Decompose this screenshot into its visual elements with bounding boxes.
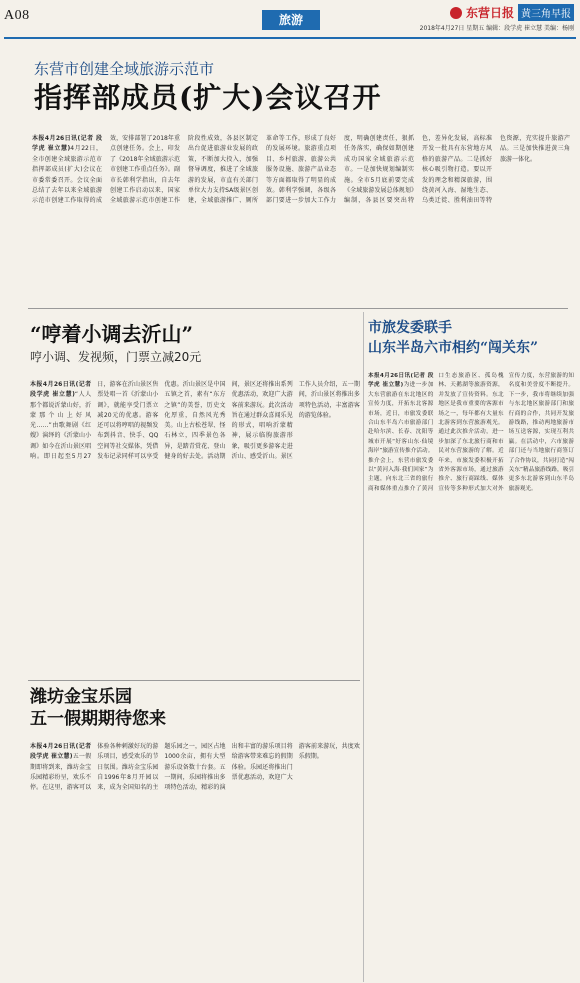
page-number: A08 (4, 8, 30, 23)
article2-body (30, 380, 360, 685)
article3-headline-line1: 市旅发委联手 (368, 320, 452, 336)
article3-text: 为进一步加大东营旅游在东北地区的宣传力度，开拓东北客源市场，近日，市旅发委联合山东半岛六市旅游部门赴哈尔滨、长春、沈阳等城市开展“好客山东·仙境海岸”旅游宣传推介活动。推介会上，东营市旅发委以“黄河入海·我们回家”为主题，向东北三省的旅行商和媒体重点推介了黄河口生态旅游区、孤岛槐林、天鹅湖等旅游资源，并发放了宣传资料。东北地区是我市重要的客源市场之一，每年都有大量东北游客到东营旅游观光。通过此次推介活动，进一步加深了东北旅行商和市民对东营旅游的了解。近年来，市旅发委积极开拓省外客源市场，通过旅游推介、旅行商踩线、媒体宣传等多种形式加大对外宣传力度，东营旅游的知名度和美誉度不断提升。下一步，我市将继续加强与东北地区旅游部门和旅行商的合作，共同开发旅游线路，推动两地旅游市场互送客源，实现互利共赢。在活动中，六市旅游部门还与当地旅行商签订了合作协议，共同打造“闯关东”精品旅游线路，吸引更多东北游客到山东半岛旅游观光。 (368, 373, 574, 492)
paper-name: 东营日报 (465, 6, 514, 20)
section-tag: 旅游 (262, 10, 320, 30)
article1-body (32, 134, 570, 304)
divider (28, 680, 360, 681)
article4-headline-line1: 潍坊金宝乐园 (30, 687, 132, 707)
article3-headline (368, 318, 568, 358)
masthead-rule (4, 37, 576, 39)
article4-text: 五一假期即将到来，潍坊金宝乐园精彩纷呈，欢乐不停。在这里，游客可以体验各种刺激好玩的游乐项目，感受欢乐的节日氛围。潍坊金宝乐园自1996年8月开园以来，成为全国知名的主题乐园之一，园区占地1000余亩，拥有大型游乐设备数十台套。五一期间，乐园将推出多项特色活动，精彩的演出和丰富的游乐项目将给游客带来难忘的假期体验。乐园还将推出门票优惠活动，欢迎广大游客前来游玩，共度欢乐假期。 (30, 743, 360, 792)
column-divider (363, 312, 364, 982)
article2-text: “人人那个都说沂蒙山好，沂蒙那个山上好风光……”由歌舞剧《红嫂》演绎的《沂蒙山小调》如今在沂山景区唱响。即日起至5月27日，游客在沂山景区售票处唱一首《沂蒙山小调》，就能享受门票立减20元的优惠。游客还可以将哼唱的视频发布到抖音、快手、QQ空间等社交媒体，凭借发布记录同样可以享受优惠。沂山景区是中国五镇之首，素有“东方之镇”的美誉，历史文化厚重，自然风光秀美。山上古松苍翠、怪石林立，四季景色各异，是踏青赏花、登山健身的好去处。活动期间，景区还将推出系列优惠活动，欢迎广大游客前来游玩。此次活动旨在通过群众喜闻乐见的形式，唱响沂蒙精神，展示临朐旅游形象，吸引更多游客走进沂山、感受沂山。景区工作人员介绍，五一期间，沂山景区将推出多项特色活动，丰富游客的游览体验。 (30, 381, 360, 461)
masthead (0, 0, 580, 40)
divider (28, 308, 568, 309)
article4-body (30, 742, 360, 982)
article1-headline: 指挥部成员(扩大)会议召开 (34, 81, 382, 114)
article3-byline: 本报4月26日讯(记者 段学虎 崔立慧) (368, 373, 434, 389)
article1-kicker: 东营市创建全域旅游示范市 (34, 60, 215, 78)
edition-badge: 黄三角早报 (518, 4, 574, 21)
article2-subhead: 哼小调、发视频，门票立减20元 (30, 350, 202, 364)
article1-text: 4月22日，全市创建全域旅游示范市指挥部成员(扩大)会议在市委常委召开。会议全面总结了去年以来全域旅游示范市创建工作取得的成效，安排部署了2018年重点创建任务。会上，印发了《2018年全域旅游示范市创建工作重点任务》。副市长韩利学指出，自去年创建工作启动以来，国家全域旅游示范市创建工作阶段性成效，各县区制定出台促进旅游业发展的政策，不断加大投入，加强督导调度，推进了全域旅游的发展，市直有关部门单位大力支持SA级景区创建，全域旅游推广、厕所革命等工作，形成了良好的发展环境。旅游重点项目、乡村旅游、旅游公共服务设施、旅游产品业态等方面都取得了明显的成效。韩利学强调，各级各部门要进一步加大工作力度，明确创建责任，狠抓任务落实，确保如期创建成功国家全域旅游示范市。一是加快规划编制实施。全市5月底前要完成《全域旅游发展总体规划》编制，各县区要突出特色，差异化发展，高标准开发一批具有东营地方风格的旅游产品。二是抓好核心吸引物打造。要以开发的理念和精深旅游，围绕黄河入海、湿地生态、乌类迁徙、胜利油田等特色资源，充实提升旅游产品。三是加快推进黄三角旅游一体化。 (32, 135, 570, 205)
date-line: 2018年4月27日 星期五 编辑：段学虎 崔立慧 美编：杨刚 (419, 25, 574, 32)
article1-byline: 本报4月26日讯(记者 段学虎 崔立慧) (32, 135, 102, 153)
article4-headline (30, 686, 350, 730)
article4-headline-line2: 五一假期期待您来 (30, 709, 166, 729)
paper-logo (450, 4, 574, 21)
article2-headline: “哼着小调去沂山” (30, 322, 194, 346)
article3-headline-line2: 山东半岛六市相约“闯关东” (368, 340, 539, 356)
article3-body (368, 372, 574, 982)
paper-emblem-icon (450, 7, 462, 19)
article2-byline: 本报4月26日讯(记者 段学虎 崔立慧) (30, 381, 92, 399)
article4-byline: 本报4月26日讯(记者 段学虎 崔立慧) (30, 743, 92, 761)
